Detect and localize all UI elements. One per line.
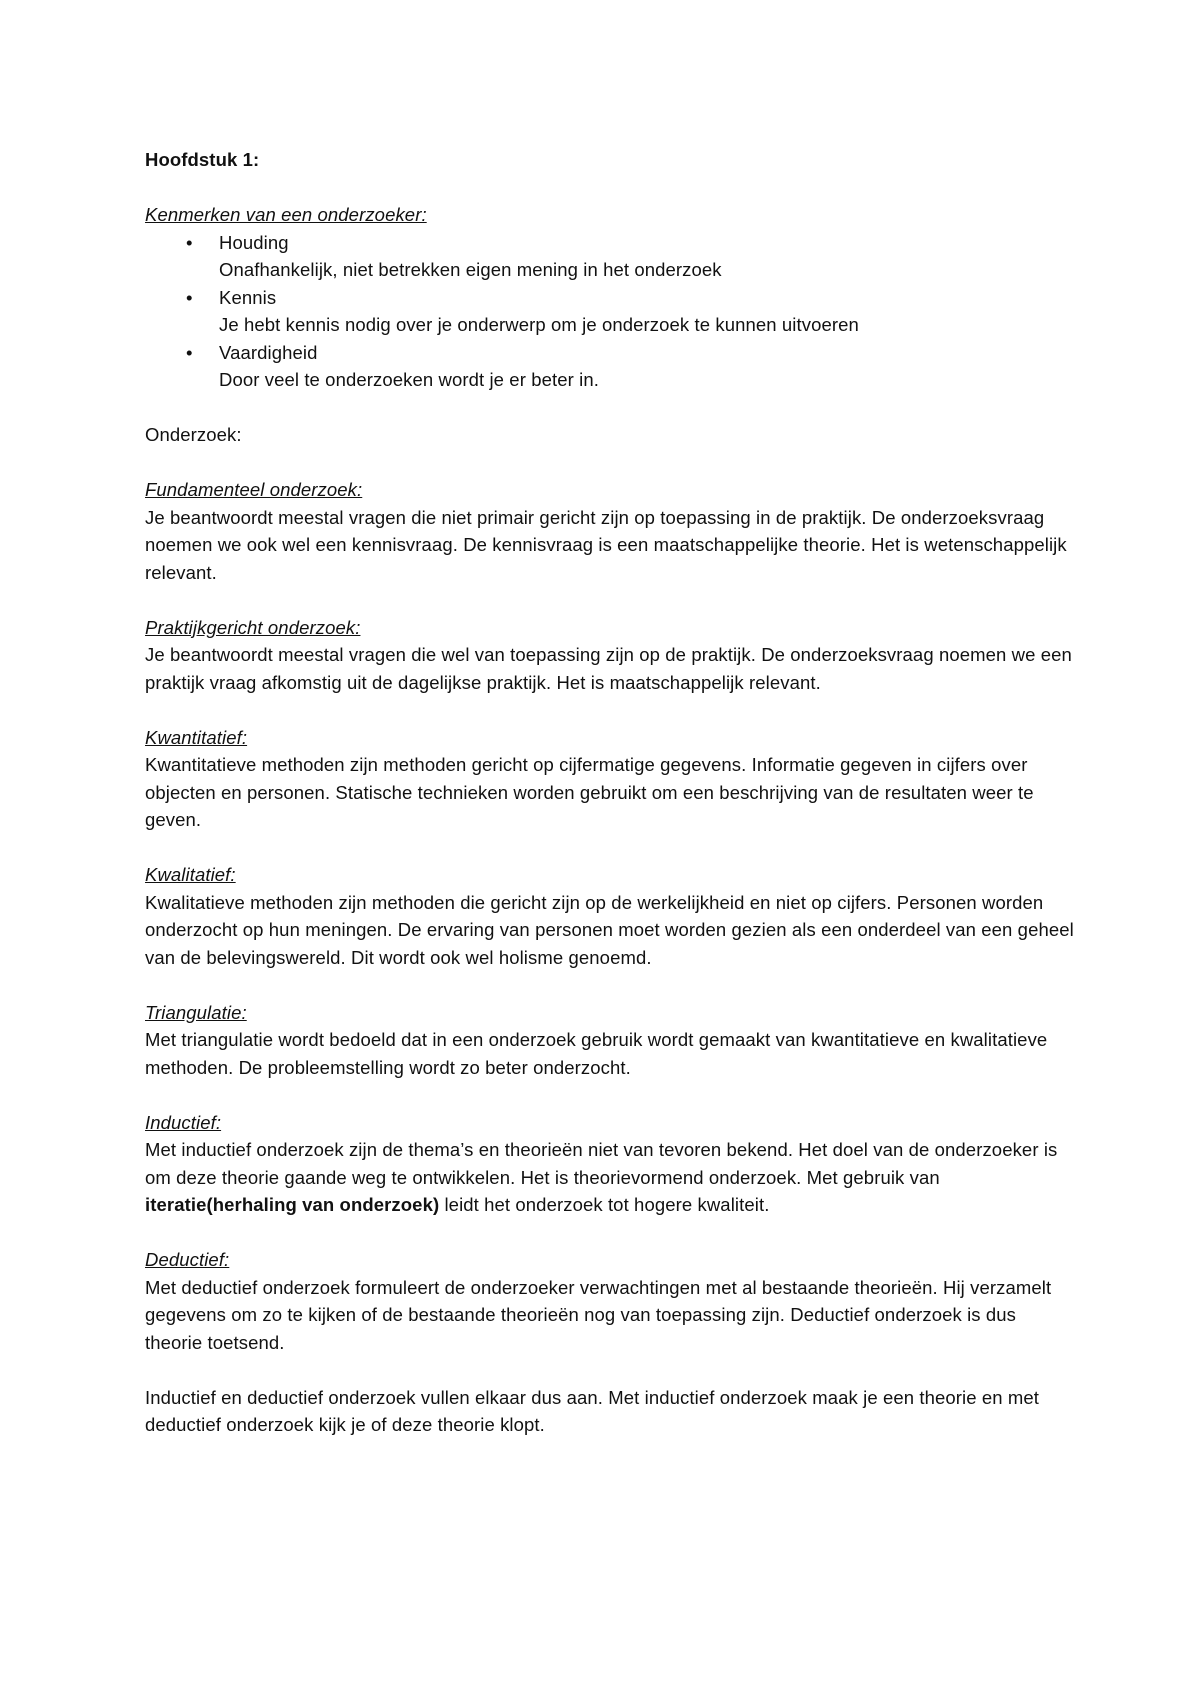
document-content	[145, 146, 1075, 1466]
inductief-text	[145, 1136, 1075, 1219]
list-item-description: Door veel te onderzoeken wordt je er beter in.	[219, 369, 599, 390]
kenmerken-list	[145, 229, 1075, 394]
kenmerken-heading: Kenmerken van een onderzoeker:	[145, 204, 427, 225]
inductief-bold-term: iteratie(herhaling van onderzoek)	[145, 1194, 440, 1215]
inductief-text-end: leidt het onderzoek tot hogere kwaliteit.	[439, 1194, 770, 1215]
onderzoek-label: Onderzoek:	[145, 424, 242, 445]
triangulatie-heading: Triangulatie:	[145, 1001, 247, 1023]
list-item	[145, 339, 1075, 394]
inductief-heading: Inductief:	[145, 1111, 222, 1133]
conclusion-text: Inductief en deductief onderzoek vullen elkaar dus aan. Met inductief onderzoek maak je een theorie en met deductief onderzoek kijk je of deze theorie klopt.	[145, 1386, 1040, 1435]
bullet-icon: •	[186, 231, 193, 253]
inductief-text-start: Met inductief onderzoek zijn de thema’s en theorieën niet van tevoren bekend. Het doel van de onderzoeker is om deze theorie gaande weg te ontwikkelen. Het is theorievormend onderzoek. Met gebruik van	[145, 1139, 1058, 1188]
page-title: Hoofdstuk 1:	[145, 149, 260, 170]
triangulatie-text: Met triangulatie wordt bedoeld dat in een onderzoek gebruik wordt gemaakt van kwantitatieve en kwalitatieve methoden. De probleemstelling wordt zo beter onderzocht.	[145, 1029, 1048, 1078]
deductief-text: Met deductief onderzoek formuleert de onderzoeker verwachtingen met al bestaande theorieën. Hij verzamelt gegevens om zo te kijken of de bestaande theorieën nog van toepassing zijn. Deductief onderzoek is dus theorie toetsend.	[145, 1276, 1052, 1353]
praktijkgericht-text: Je beantwoordt meestal vragen die wel van toepassing zijn op de praktijk. De onderzoeksvraag noemen we een praktijk vraag afkomstig uit de dagelijkse praktijk. Het is maatschappelijk relevant.	[145, 644, 1072, 693]
kwantitatief-heading: Kwantitatief:	[145, 726, 248, 748]
kwalitatief-text: Kwalitatieve methoden zijn methoden die gericht zijn op de werkelijkheid en niet op cijfers. Personen worden onderzocht op hun meningen. De ervaring van personen moet worden gezien als een onderdeel van een geheel van de belevingswereld. Dit wordt ook wel holisme genoemd.	[145, 891, 1074, 968]
bullet-icon: •	[186, 286, 193, 308]
fundamenteel-text: Je beantwoordt meestal vragen die niet primair gericht zijn op toepassing in de praktijk. De onderzoeksvraag noemen we ook wel een kennisvraag. De kennisvraag is een maatschappelijke theorie. Het is wetenschappelijk relevant.	[145, 506, 1067, 583]
list-item-description: Onafhankelijk, niet betrekken eigen mening in het onderzoek	[219, 259, 722, 280]
list-item-description: Je hebt kennis nodig over je onderwerp om je onderzoek te kunnen uitvoeren	[219, 314, 859, 335]
kwalitatief-heading: Kwalitatief:	[145, 864, 236, 885]
praktijkgericht-heading: Praktijkgericht onderzoek:	[145, 616, 361, 638]
kwantitatief-text: Kwantitatieve methoden zijn methoden gericht op cijfermatige gegevens. Informatie gegeven in cijfers over objecten en personen. Statische technieken worden gebruikt om een beschrijving van de resultaten weer te geven.	[145, 754, 1034, 830]
fundamenteel-heading: Fundamenteel onderzoek:	[145, 479, 363, 500]
list-item-title: Vaardigheid	[219, 341, 318, 363]
list-item-title: Houding	[219, 231, 289, 253]
list-item	[145, 229, 1075, 284]
list-item	[145, 284, 1075, 339]
bullet-icon: •	[186, 341, 193, 363]
list-item-title: Kennis	[219, 286, 277, 308]
deductief-heading: Deductief:	[145, 1249, 230, 1270]
